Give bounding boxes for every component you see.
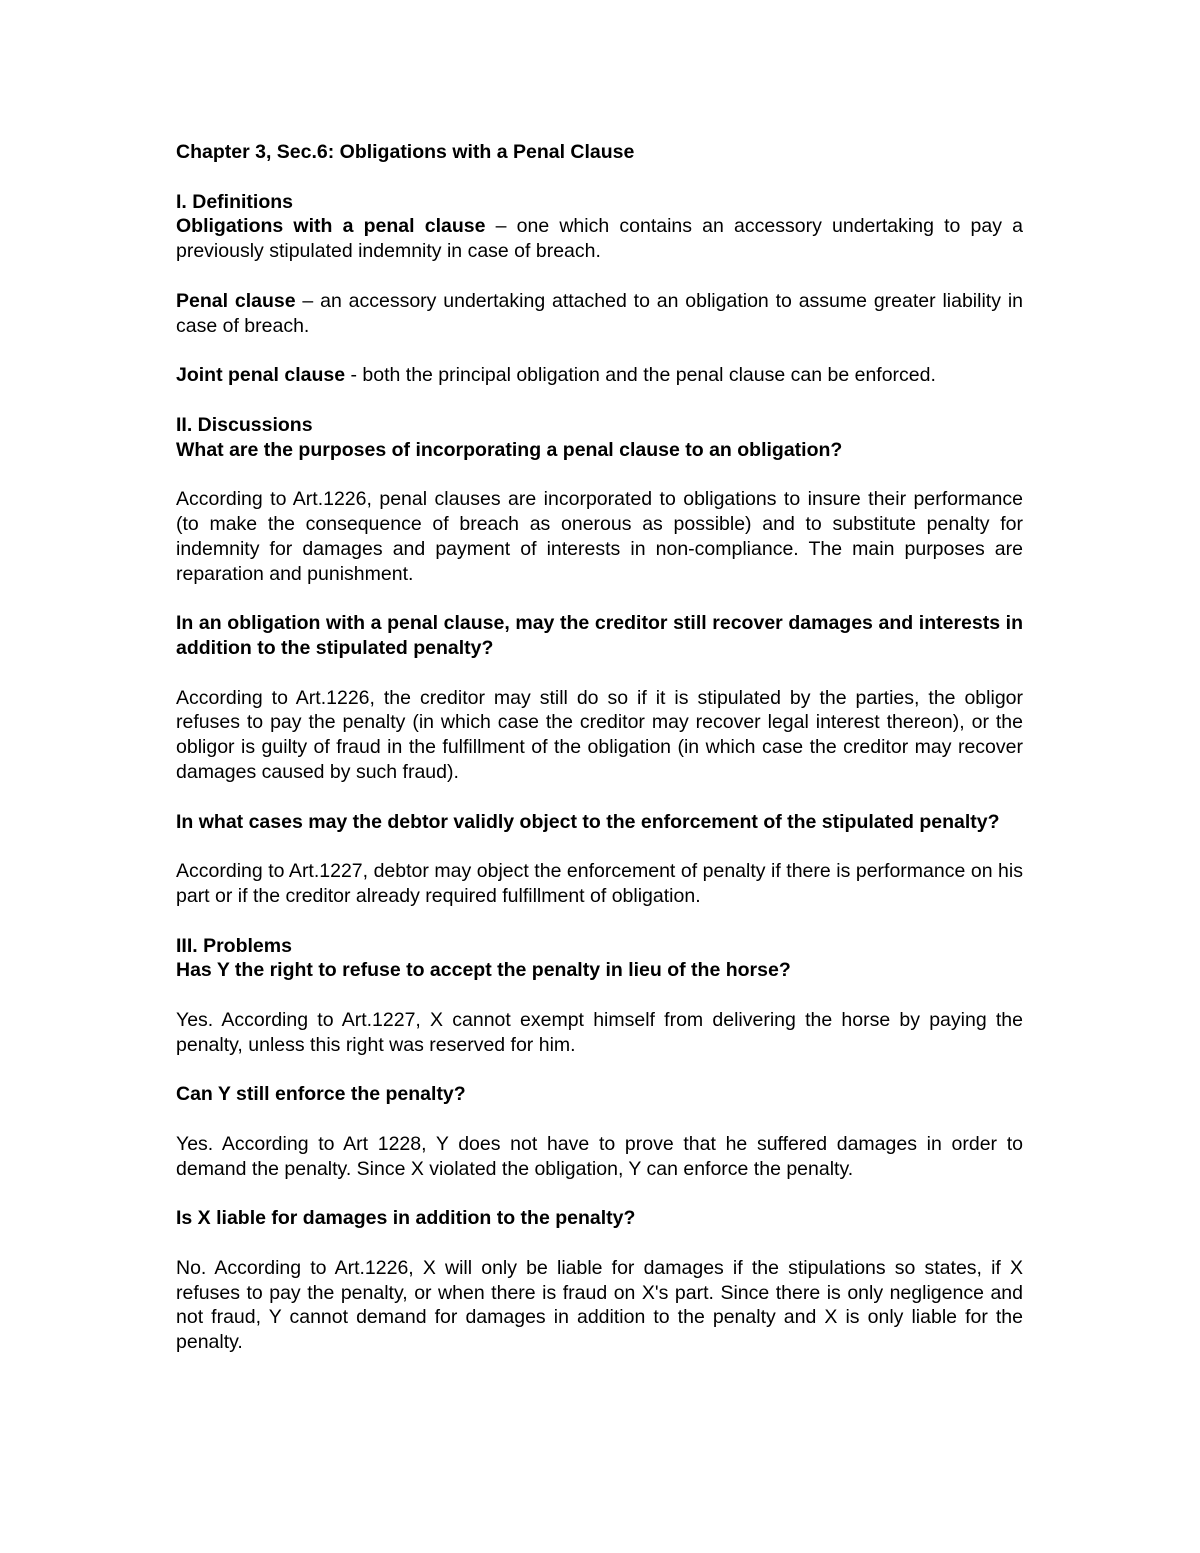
spacer <box>176 1057 1023 1082</box>
definition-text: an accessory undertaking attached to an obligation to assume greater liability in case of breach. <box>176 289 1023 337</box>
spacer <box>176 388 1023 413</box>
definition-term: Penal clause <box>176 289 296 312</box>
section-heading-discussions: II. Discussions <box>176 413 313 436</box>
definition-separator: – <box>485 215 517 238</box>
definition-text: one which contains an accessory undertaking to pay a previously stipulated indemnity in case of breach. <box>176 215 1023 263</box>
definition-term: Obligations with a penal clause <box>176 215 486 238</box>
document-page <box>176 140 1023 1355</box>
spacer <box>176 834 1023 859</box>
section-heading-problems: III. Problems <box>176 934 292 957</box>
definition-term: Joint penal clause <box>176 364 346 387</box>
definition-separator: – <box>295 289 321 312</box>
spacer <box>176 909 1023 934</box>
question: Can Y still enforce the penalty? <box>176 1083 466 1106</box>
definition-separator: - <box>345 364 363 387</box>
definition-text: both the principal obligation and the penal clause can be enforced. <box>362 364 936 387</box>
answer: Yes. According to Art 1228, Y does not have to prove that he suffered damages in order to demand the penalty. Since X violated the obligation, Y can enforce the penalty. <box>176 1132 1023 1180</box>
definition-paragraph <box>176 214 1023 264</box>
answer: No. According to Art.1226, X will only be liable for damages if the stipulations so states, if X refuses to pay the penalty, or when there is fraud on X's part. Since there is only negligence and not fraud, Y cannot demand for damages in addition to the penalty and X is only liable for the penalty. <box>176 1256 1023 1354</box>
spacer <box>176 165 1023 190</box>
question: Is X liable for damages in addition to the penalty? <box>176 1207 636 1230</box>
answer: According to Art.1226, the creditor may still do so if it is stipulated by the parties, the obligor refuses to pay the penalty (in which case the creditor may recover legal interest thereon), or the obligor is guilty of fraud in the fulfillment of the obligation (in which case the creditor may recover damages caused by such fraud). <box>176 686 1023 783</box>
spacer <box>176 785 1023 810</box>
question: In an obligation with a penal clause, may the creditor still recover damages and interests in addition to the stipulated penalty? <box>176 612 1023 659</box>
definition-paragraph <box>176 363 1023 388</box>
section-heading-definitions: I. Definitions <box>176 190 293 213</box>
spacer <box>176 661 1023 686</box>
spacer <box>176 264 1023 289</box>
answer: According to Art.1226, penal clauses are incorporated to obligations to insure their performance (to make the consequence of breach as onerous as possible) and to substitute penalty for indemnity for damages and payment of interests in non-compliance. The main purposes are reparation and punishment. <box>176 488 1023 585</box>
spacer <box>176 462 1023 487</box>
answer: Yes. According to Art.1227, X cannot exempt himself from delivering the horse by paying the penalty, unless this right was reserved for him. <box>176 1008 1023 1056</box>
spacer <box>176 586 1023 611</box>
spacer <box>176 983 1023 1008</box>
document-title: Chapter 3, Sec.6: Obligations with a Penal Clause <box>176 141 635 163</box>
spacer <box>176 1107 1023 1132</box>
definition-paragraph <box>176 289 1023 339</box>
question: What are the purposes of incorporating a penal clause to an obligation? <box>176 438 843 461</box>
question: In what cases may the debtor validly object to the enforcement of the stipulated penalty? <box>176 810 1000 833</box>
answer: According to Art.1227, debtor may object the enforcement of penalty if there is performance on his part or if the creditor already required fulfillment of obligation. <box>176 860 1023 907</box>
question: Has Y the right to refuse to accept the penalty in lieu of the horse? <box>176 959 791 982</box>
spacer <box>176 338 1023 363</box>
spacer <box>176 1181 1023 1206</box>
spacer <box>176 1231 1023 1256</box>
